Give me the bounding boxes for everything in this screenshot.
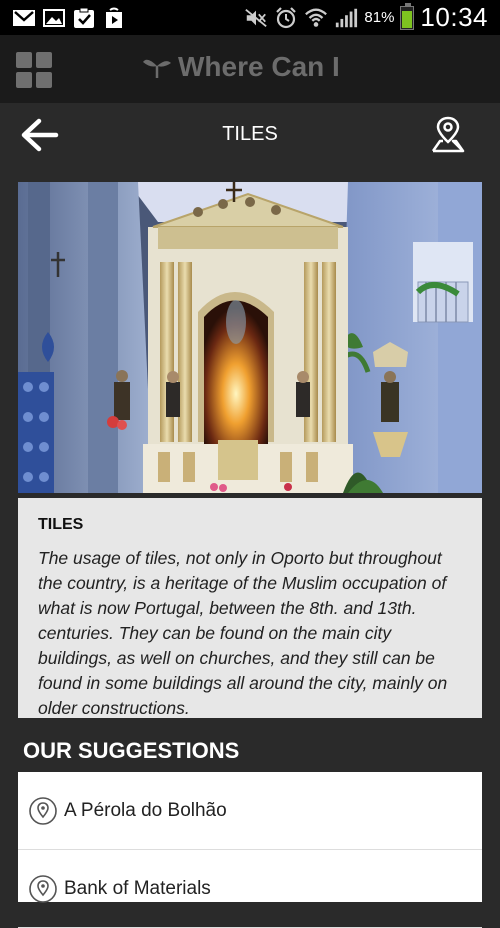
app-logo [142,51,340,83]
play-store-icon [102,7,126,29]
wifi-icon [304,7,328,29]
app-title: Where Can I [178,51,340,82]
battery-icon [400,6,414,30]
notification-icons [0,7,126,29]
gmail-icon [12,7,36,29]
battery-percent: 81% [364,9,395,26]
gallery-icon [42,7,66,29]
clock: 10:34 [420,2,488,32]
page-title: TILES [222,123,278,145]
system-status [244,2,500,33]
clipboard-check-icon [72,7,96,29]
church-altar-photo [18,182,482,493]
suggestions-list [18,772,482,902]
suggestion-label: A Pérola do Bolhão [64,799,227,821]
grid-menu-icon[interactable] [16,52,52,88]
suggestions-heading: OUR SUGGESTIONS [23,738,240,763]
suggestion-item[interactable] [18,772,482,850]
description-text: The usage of tiles, not only in Oporto but throughout the country, is a heritage of the Muslim occupation of what is now Portugal, between the 8th. and 13th. centuries. They can be found on the main city buildings, as well on churches, and they still can be found in some buildings all around the city, mainly on older constructions. [38,548,448,718]
location-pin-icon [28,796,58,826]
app-bar [0,35,500,103]
map-button[interactable] [430,115,466,155]
description-card [18,498,482,718]
map-pin-icon [430,115,466,155]
description-title: TILES [38,516,84,533]
nav-bar [0,103,500,165]
mute-icon [244,7,268,29]
suggestion-item[interactable] [18,850,482,928]
alarm-icon [274,7,298,29]
suggestion-label: Bank of Materials [64,877,211,899]
status-bar [0,0,500,35]
signal-icon [334,7,358,29]
sprout-icon [142,54,172,80]
